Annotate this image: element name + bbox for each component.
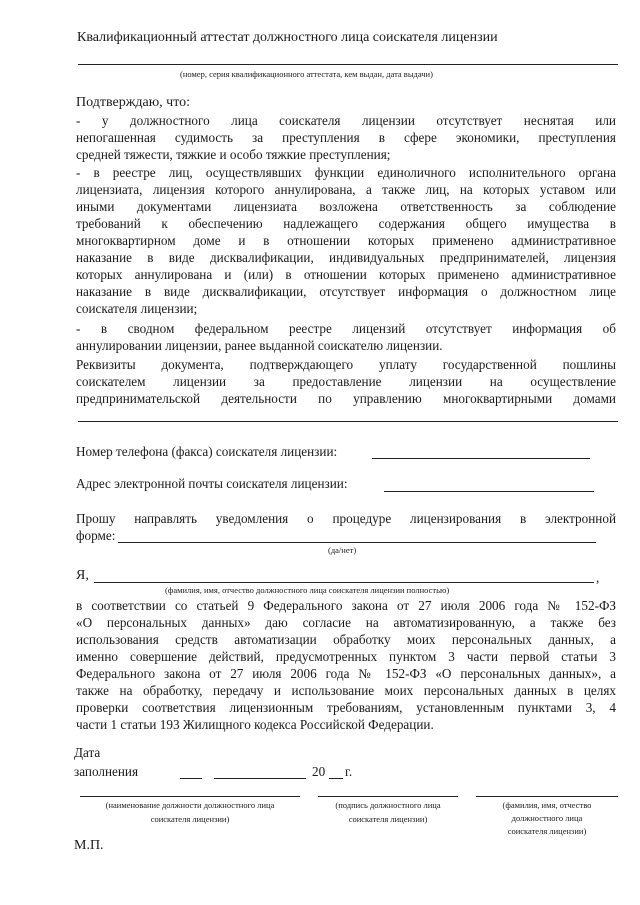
text-line: наказание в виде дисквалификации, индивидуальных предпринимателей, лицензия (76, 250, 616, 265)
hint-line: (фамилия, имя, отчество (502, 800, 592, 810)
hint-line: соискателя лицензии) (348, 814, 428, 824)
date-label-2: заполнения (74, 764, 139, 779)
text-line: средней тяжести, тяжкие и особо тяжкие преступления; (76, 147, 391, 162)
text-line: соискателем лицензии за предоставление лицензии на осуществление (76, 374, 616, 389)
payment-requisites-input-line[interactable] (78, 421, 618, 422)
consent-comma: , (596, 570, 600, 585)
confirm-paragraph-3 (76, 320, 616, 354)
signer-name-hint (476, 800, 618, 836)
text-line: - в сводном федеральном реестре лицензий отсутствует информация об (76, 321, 616, 336)
attestat-title: Квалификационный аттестат должностного лица соискателя лицензии (77, 30, 498, 45)
text-line: соискателя лицензии; (76, 301, 198, 316)
hint-line: (наименование должности должностного лица (105, 800, 275, 810)
text-line: также на обработку, передачу и использование моих персональных данных в целях (76, 683, 616, 698)
phone-input-line[interactable] (372, 458, 590, 459)
text-line: непогашенная судимость за преступления в сфере экономики, преступления (76, 130, 616, 145)
email-label: Адрес электронной почты соискателя лицензии: (76, 476, 348, 491)
signature-input-line[interactable] (318, 796, 458, 797)
date-day-input[interactable] (180, 778, 202, 779)
text-line: Федерального закона от 27 июля 2006 года № 152-ФЗ «О персональных данных», а (76, 666, 616, 681)
attestat-input-line[interactable] (78, 64, 618, 65)
hint-line: должностного лица (511, 813, 583, 823)
text-line: наказание в виде дисквалификации, отсутствует информация о должностном лице (76, 284, 616, 299)
text-line: многоквартирном доме и в отношении которых применено административное (76, 233, 616, 248)
notify-form-label: форме: (76, 528, 116, 543)
text-line: требований к обеспечению надлежащего содержания общего имущества в (76, 216, 616, 231)
notify-input-line[interactable] (118, 542, 596, 543)
phone-label: Номер телефона (факса) соискателя лицензии: (76, 444, 338, 459)
text-line: лицензиата, лицензия которого аннулирована, а также лиц, на которых уставом или (76, 182, 616, 197)
text-line: которых аннулирована и (или) в отношении которых применено административное (76, 267, 616, 282)
date-year-prefix: 20 (312, 764, 326, 779)
text-line: «О персональных данных» даю согласие на автоматизированную, а также без (76, 615, 616, 630)
date-year-suffix: г. (345, 764, 353, 779)
text-line: предпринимательской деятельности по управлению многоквартирными домами (76, 391, 616, 406)
position-input-line[interactable] (80, 796, 300, 797)
date-year-input[interactable] (329, 778, 343, 779)
text-line: иными документами лицензиата возложена ответственность за соблюдение (76, 199, 616, 214)
text-line: - в реестре лиц, осуществлявших функции единоличного исполнительного органа (76, 165, 616, 180)
text-line: Прошу направлять уведомления о процедуре лицензирования в электронной (76, 511, 616, 526)
text-line: Реквизиты документа, подтверждающего уплату государственной пошлины (76, 357, 616, 372)
stamp-placeholder: М.П. (74, 838, 104, 853)
consent-ya: Я, (76, 568, 89, 583)
text-line: части 1 статьи 193 Жилищного кодекса Российской Федерации. (76, 717, 434, 732)
text-line: использования средств автоматизации обработку моих персональных данных, а (76, 632, 616, 647)
payment-requisites (76, 356, 616, 407)
text-line: в соответствии со статьей 9 Федерального закона от 27 июля 2006 года № 152-ФЗ (76, 598, 616, 613)
email-input-line[interactable] (384, 491, 594, 492)
date-label-1: Дата (74, 745, 101, 760)
notify-hint: (да/нет) (328, 545, 357, 555)
hint-line: соискателя лицензии) (150, 814, 230, 824)
confirm-paragraph-2 (76, 164, 616, 317)
text-line: именно совершение действий, предусмотренных пунктом 3 части первой статьи 3 (76, 649, 616, 664)
hint-line: соискателя лицензии) (507, 826, 587, 836)
text-line: проверки соответствия лицензионным требованиям, установленным пунктами 3, 4 (76, 700, 616, 715)
hint-line: (подпись должностного лица (335, 800, 441, 810)
text-line: - у должностного лица соискателя лицензии отсутствует неснятая или (76, 113, 616, 128)
full-name-hint: (фамилия, имя, отчество должностного лица соискателя лицензии полностью) (165, 585, 450, 595)
date-month-input[interactable] (214, 778, 306, 779)
signer-name-input-line[interactable] (476, 796, 618, 797)
confirm-paragraph-1 (76, 112, 616, 163)
notify-request (76, 510, 616, 527)
full-name-input-line[interactable] (94, 582, 594, 583)
signature-hint (318, 800, 458, 824)
confirm-heading: Подтверждаю, что: (76, 95, 191, 110)
attestat-hint: (номер, серия квалификационного аттестата, кем выдан, дата выдачи) (180, 69, 433, 79)
consent-text (76, 597, 616, 733)
text-line: аннулировании лицензии, ранее выданной соискателю лицензии. (76, 338, 443, 353)
position-hint (80, 800, 300, 824)
